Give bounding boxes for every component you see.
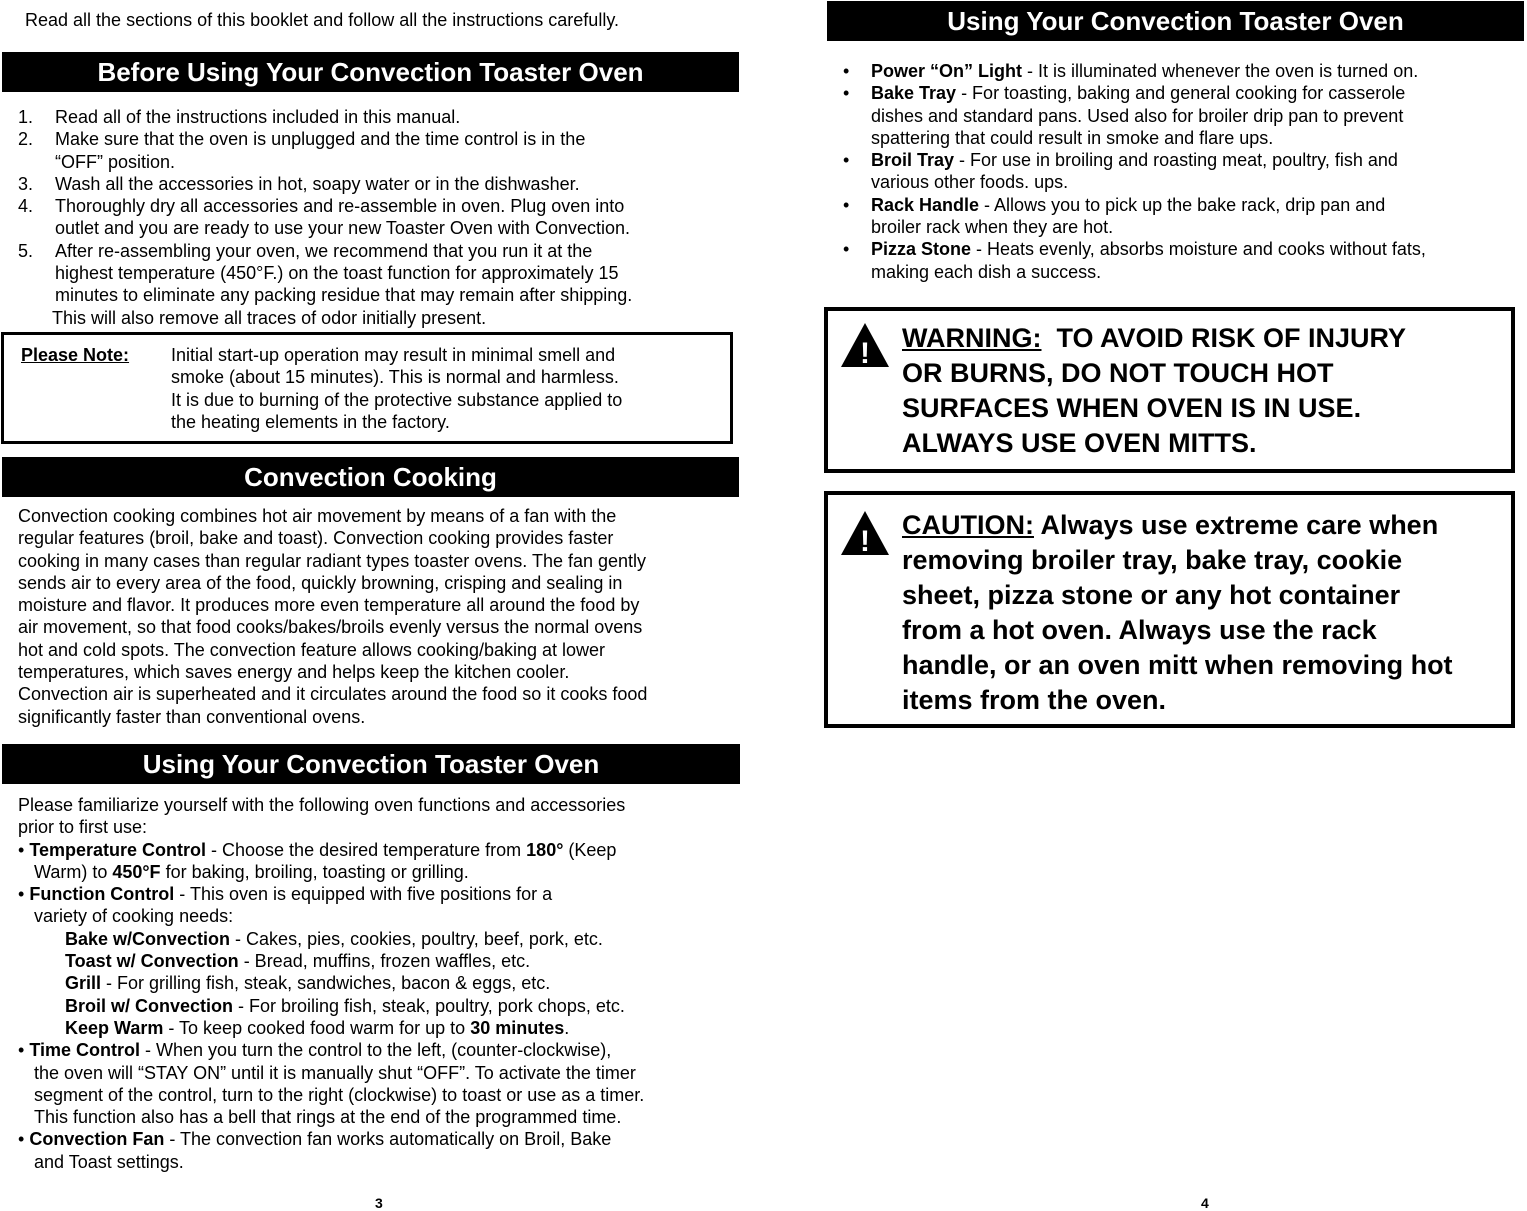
time-control-cont: the oven will “STAY ON” until it is manually shut “OFF”. To activate the timer segment of the control, turn to the right (clockwise) to toast or use as a timer. This function also has a bell that rings at the end of the programmed time. [34,1062,645,1128]
caution-text: CAUTION: Always use extreme care when removing broiler tray, bake tray, cookie sheet, pizza stone or any hot container from a hot oven. Always use the rack handle, or an oven mitt when removing hot items from the oven. [902,510,1453,715]
list-item: • Broil Tray - For use in broiling and roasting meat, poultry, fish and various other foods. ups. [843,150,1398,193]
temperature-control-item: • Temperature Control - Choose the desired temperature from 180° (Keep [18,839,617,860]
intro-text: Read all the sections of this booklet and follow all the instructions carefully. [25,10,619,30]
function-control-cont: variety of cooking needs: [34,906,234,927]
mode-bake: Bake w/Convection - Cakes, pies, cookies, poultry, beef, pork, etc. [65,928,603,949]
convection-paragraph: Convection cooking combines hot air movement by means of a fan with the regular features (broil, bake and toast). Convection cooking provides faster cooking in many cases than regular radiant types toaster ovens. The fan gently sends air to every area of the food, quickly browning, crisping and sealing in moisture and flavor. It produces more even temperature all around the food by air movement, so that food cooks/bakes/broils evenly versus the normal ovens hot and cold spots. The convection feature allows cooking/baking at lower temperatures, which saves energy and helps keep the kitchen cooler. Convection air is superheated and it circulates around the food so it cooks food significantly faster than conventional ovens. [18,506,648,727]
using-oven-heading-left: Using Your Convection Toaster Oven [2,744,740,784]
svg-text:!: ! [860,525,870,557]
mode-broil: Broil w/ Convection - For broiling fish, steak, poultry, pork chops, etc. [65,995,625,1016]
list-item: 1. Read all of the instructions included in this manual. [18,107,461,127]
function-control-item: • Function Control - This oven is equipped with five positions for a [18,884,553,905]
oven-functions-section [18,794,758,1173]
step5-tail: This will also remove all traces of odor initially present. [52,307,487,328]
convection-cooking-heading: Convection Cooking [2,457,739,497]
warning-text: WARNING: TO AVOID RISK OF INJURY OR BURNS, DO NOT TOUCH HOT SURFACES WHEN OVEN IS IN USE. ALWAYS USE OVEN MITTS. [902,323,1407,458]
convection-fan-item: • Convection Fan - The convection fan works automatically on Broil, Bake [18,1129,612,1150]
before-using-heading: Before Using Your Convection Toaster Oven [2,52,739,92]
list-item: 4. Thoroughly dry all accessories and re-assemble in oven. Plug oven into outlet and you are ready to use your new Toaster Oven with Convection. [18,196,630,239]
using-oven-heading-right: Using Your Convection Toaster Oven [827,1,1524,41]
list-item: • Pizza Stone - Heats evenly, absorbs moisture and cooks without fats, making each dish a success. [843,239,1426,282]
functions-intro: Please familiarize yourself with the following oven functions and accessories prior to first use: [18,795,626,838]
setup-steps-list [18,106,738,329]
list-item: • Power “On” Light - It is illuminated whenever the oven is turned on. [843,61,1419,81]
page-number-4: 4 [1201,1195,1209,1211]
page-number-3: 3 [375,1195,383,1211]
accessories-list [843,60,1523,283]
svg-text:!: ! [860,337,870,369]
list-item: • Bake Tray - For toasting, baking and general cooking for casserole dishes and standard pans. Used also for broiler drip pan to prevent spattering that could result in smoke and flare ups. [843,83,1406,148]
mode-toast: Toast w/ Convection - Bread, muffins, frozen waffles, etc. [65,951,531,972]
list-item: • Rack Handle - Allows you to pick up the bake rack, drip pan and broiler rack when they are hot. [843,194,1386,238]
caution-box [824,491,1515,728]
please-note-box [1,332,733,444]
time-control-item: • Time Control - When you turn the control to the left, (counter-clockwise), [18,1040,612,1061]
please-note-text: Initial start-up operation may result in minimal smell and smoke (about 15 minutes). This is normal and harmless. It is due to burning of the protective substance applied to the heating elements in the factory. [171,345,623,432]
warning-triangle-icon [839,321,891,369]
list-item: 2. Make sure that the oven is unplugged and the time control is in the “OFF” position. [18,129,586,172]
convection-fan-cont: and Toast settings. [34,1151,184,1172]
please-note-label: Please Note: [21,345,130,365]
temperature-control-cont: Warm) to 450°F for baking, broiling, toasting or grilling. [34,861,469,882]
warning-box [824,307,1515,473]
mode-keep-warm: Keep Warm - To keep cooked food warm for up to 30 minutes. [65,1017,570,1038]
warning-triangle-icon [839,509,891,557]
list-item: 5. After re-assembling your oven, we recommend that you run it at the highest temperature (450°F.) on the toast function for approximately 15 minutes to eliminate any packing residue that may remain after shipping. [18,240,633,306]
list-item: 3. Wash all the accessories in hot, soapy water or in the dishwasher. [18,173,580,194]
mode-grill: Grill - For grilling fish, steak, sandwiches, bacon & eggs, etc. [65,973,551,994]
